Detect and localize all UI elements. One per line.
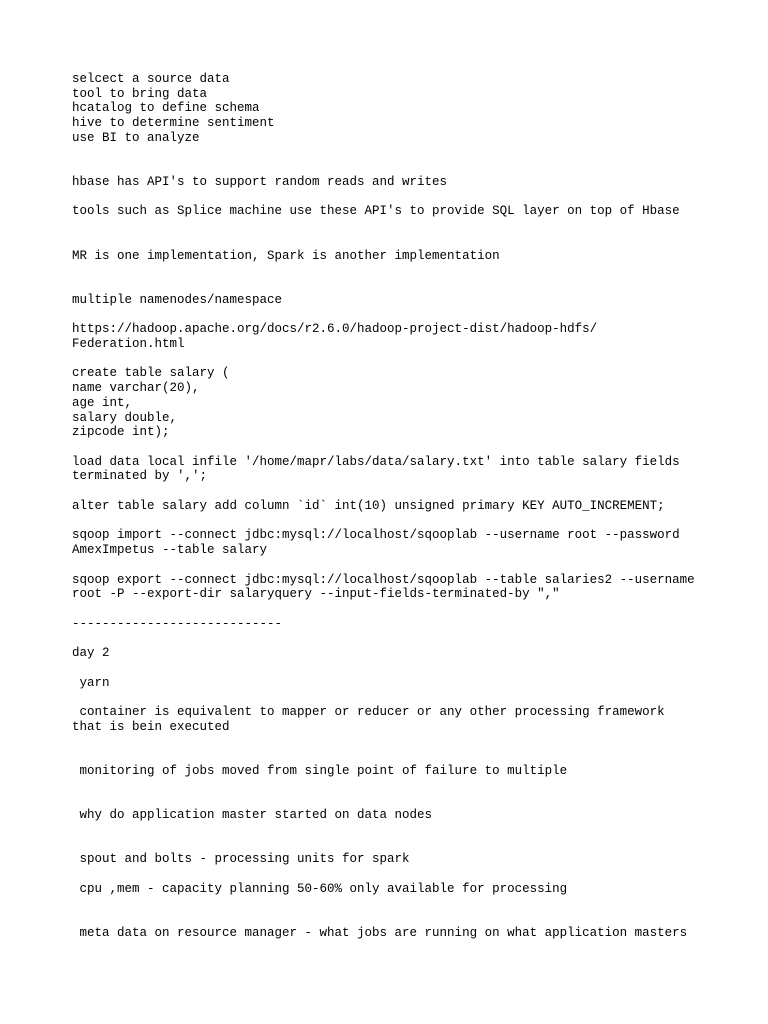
spacer <box>72 602 712 617</box>
spacer <box>72 484 712 499</box>
step-line: hcatalog to define schema <box>72 101 260 116</box>
spacer <box>72 823 712 853</box>
federation-link-cont: Federation.html <box>72 336 185 351</box>
sqoop-import-line-cont: AmexImpetus --table salary <box>72 543 268 558</box>
namenodes-note: multiple namenodes/namespace <box>72 292 283 307</box>
hbase-note: hbase has API's to support random reads and writes <box>72 174 448 189</box>
spacer <box>72 263 712 293</box>
spacer <box>72 190 712 205</box>
yarn-note: yarn <box>72 675 110 690</box>
spacer <box>72 897 712 927</box>
alter-table-line: alter table salary add column `id` int(10) unsigned primary KEY AUTO_INCREMENT; <box>72 498 665 513</box>
sqoop-export-line: sqoop export --connect jdbc:mysql://localhost/sqooplab --table salaries2 --username <box>72 572 695 587</box>
step-line: hive to determine sentiment <box>72 116 275 131</box>
metadata-note: meta data on resource manager - what jobs are running on what application masters <box>72 926 688 941</box>
spacer <box>72 735 712 765</box>
monitoring-note: monitoring of jobs moved from single point of failure to multiple <box>72 764 568 779</box>
spacer <box>72 307 712 322</box>
create-table-line: create table salary ( <box>72 366 230 381</box>
sqoop-import-line: sqoop import --connect jdbc:mysql://localhost/sqooplab --username root --password <box>72 528 680 543</box>
container-note: container is equivalent to mapper or reducer or any other processing framework <box>72 705 665 720</box>
spacer <box>72 867 712 882</box>
create-table-line: zipcode int); <box>72 425 170 440</box>
spacer <box>72 690 712 705</box>
spacer <box>72 145 712 175</box>
step-line: selcect a source data <box>72 72 230 86</box>
spacer <box>72 558 712 573</box>
app-master-note: why do application master started on data nodes <box>72 808 433 823</box>
load-data-line: load data local infile '/home/mapr/labs/data/salary.txt' into table salary fields <box>72 454 680 469</box>
day-heading: day 2 <box>72 646 110 661</box>
mr-spark-note: MR is one implementation, Spark is another implementation <box>72 248 500 263</box>
create-table-line: salary double, <box>72 410 178 425</box>
step-line: use BI to analyze <box>72 130 200 145</box>
container-note-cont: that is bein executed <box>72 719 230 734</box>
document-page <box>72 72 712 941</box>
spacer <box>72 219 712 249</box>
create-table-line: name varchar(20), <box>72 381 200 396</box>
create-table-line: age int, <box>72 395 133 410</box>
spacer <box>72 631 712 646</box>
splice-note: tools such as Splice machine use these API's to provide SQL layer on top of Hbase <box>72 204 680 219</box>
divider-line: ---------------------------- <box>72 616 283 631</box>
sqoop-export-line-cont: root -P --export-dir salaryquery --input-fields-terminated-by "," <box>72 587 560 602</box>
spout-note: spout and bolts - processing units for spark <box>72 852 410 867</box>
spacer <box>72 440 712 455</box>
spacer <box>72 514 712 529</box>
cpu-note: cpu ,mem - capacity planning 50-60% only available for processing <box>72 881 568 896</box>
federation-link: https://hadoop.apache.org/docs/r2.6.0/hadoop-project-dist/hadoop-hdfs/ <box>72 322 598 337</box>
spacer <box>72 779 712 809</box>
spacer <box>72 352 712 367</box>
load-data-line-cont: terminated by ','; <box>72 469 208 484</box>
step-line: tool to bring data <box>72 86 208 101</box>
spacer <box>72 661 712 676</box>
